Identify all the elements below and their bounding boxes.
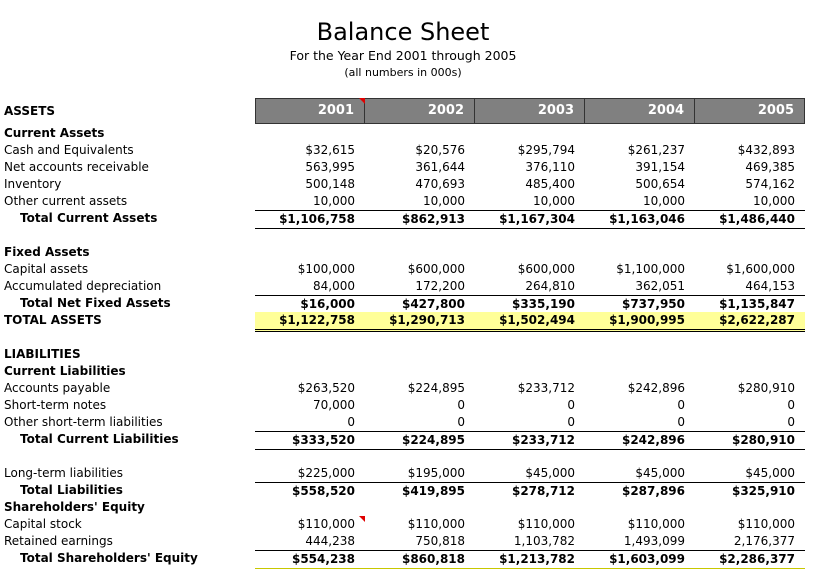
cell-2004[interactable]: 391,154 (635, 160, 685, 174)
cell-2001[interactable]: $32,615 (305, 143, 355, 157)
cell-2004[interactable]: 0 (677, 415, 685, 429)
row-label: Shareholders' Equity (4, 500, 145, 514)
cell-2003[interactable]: 0 (567, 398, 575, 412)
cell-2001[interactable]: 563,995 (305, 160, 355, 174)
units-note: (all numbers in 000s) (344, 66, 462, 79)
table-row (0, 261, 810, 278)
row-label: Other current assets (4, 194, 128, 208)
table-row (0, 125, 810, 142)
cell-2005[interactable]: $2,622,287 (695, 312, 805, 332)
cell-2002[interactable]: $862,913 (365, 210, 475, 229)
row-label: Long-term liabilities (4, 466, 123, 480)
year-header-2002[interactable]: 2002 (365, 98, 475, 124)
cell-2001[interactable]: 444,238 (305, 534, 355, 548)
cell-2004[interactable]: $242,896 (585, 431, 695, 450)
row-label: Net accounts receivable (4, 160, 149, 174)
table-row (0, 397, 810, 414)
cell-2005[interactable]: 2,176,377 (733, 534, 795, 548)
cell-2003[interactable]: $45,000 (525, 466, 575, 480)
cell-2005[interactable]: $1,135,847 (695, 295, 805, 313)
cell-2001[interactable]: $110,000 (297, 517, 355, 531)
cell-2001[interactable]: $1,106,758 (255, 210, 365, 229)
table-row (0, 465, 810, 482)
comment-indicator[interactable] (359, 98, 365, 104)
table-row (0, 244, 810, 261)
cell-2003[interactable]: $1,167,304 (475, 210, 585, 229)
row-label: Accumulated depreciation (4, 279, 162, 293)
row-label: Capital assets (4, 262, 89, 276)
cell-2002[interactable]: 10,000 (423, 194, 465, 208)
table-row (0, 176, 810, 193)
cell-2001[interactable]: $225,000 (297, 466, 355, 480)
balance-sheet-table (0, 98, 810, 567)
cell-2002[interactable]: $427,800 (365, 295, 475, 313)
cell-2004[interactable]: $737,950 (585, 295, 695, 313)
row-label: Total Net Fixed Assets (20, 296, 171, 310)
cell-2004[interactable]: $1,100,000 (616, 262, 685, 276)
row-label: LIABILITIES (4, 347, 81, 361)
cell-2001[interactable]: 10,000 (313, 194, 355, 208)
cell-2001[interactable]: $16,000 (255, 295, 365, 313)
cell-2001[interactable]: $558,520 (255, 482, 365, 500)
cell-2002[interactable]: 361,644 (415, 160, 465, 174)
table-row (0, 363, 810, 380)
row-label: Accounts payable (4, 381, 111, 395)
cell-2002[interactable]: 172,200 (415, 279, 465, 293)
header-row (0, 98, 810, 124)
row-label: Total Liabilities (20, 483, 123, 497)
cell-2005[interactable]: $45,000 (745, 466, 795, 480)
cell-2003[interactable]: $1,213,782 (475, 550, 585, 569)
cell-2005[interactable]: 0 (787, 398, 795, 412)
cell-2002[interactable]: $224,895 (407, 381, 465, 395)
cell-2005[interactable]: $110,000 (737, 517, 795, 531)
table-row (0, 380, 810, 397)
row-label: Fixed Assets (4, 245, 90, 259)
row-label: Short-term notes (4, 398, 107, 412)
cell-2003[interactable]: $233,712 (517, 381, 575, 395)
cell-2002[interactable]: 750,818 (415, 534, 465, 548)
cell-2003[interactable]: $600,000 (517, 262, 575, 276)
row-label: Current Assets (4, 126, 105, 140)
row-label: Other short-term liabilities (4, 415, 163, 429)
row-label: Total Shareholders' Equity (20, 551, 198, 565)
cell-2004[interactable]: 362,051 (635, 279, 685, 293)
sheet-title: Balance Sheet (316, 18, 490, 46)
cell-2001[interactable]: $100,000 (297, 262, 355, 276)
row-label: Total Current Liabilities (20, 432, 179, 446)
cell-2001[interactable]: 500,148 (305, 177, 355, 191)
cell-2002[interactable]: 0 (457, 398, 465, 412)
row-label: Capital stock (4, 517, 82, 531)
cell-2005[interactable]: $325,910 (695, 482, 805, 500)
cell-2003[interactable]: $295,794 (517, 143, 575, 157)
cell-2004[interactable]: $110,000 (627, 517, 685, 531)
cell-2005[interactable]: 0 (787, 415, 795, 429)
spacer-row (0, 448, 810, 465)
cell-2004[interactable]: 0 (677, 398, 685, 412)
cell-2001[interactable]: 0 (347, 415, 355, 429)
cell-2004[interactable]: 10,000 (643, 194, 685, 208)
table-row (0, 499, 810, 516)
cell-2002[interactable]: $110,000 (407, 517, 465, 531)
cell-2005[interactable]: $280,910 (737, 381, 795, 395)
cell-2005[interactable]: $432,893 (737, 143, 795, 157)
cell-2001[interactable]: 70,000 (313, 398, 355, 412)
row-label: Retained earnings (4, 534, 113, 548)
cell-2005[interactable]: 574,162 (745, 177, 795, 191)
year-header-2001[interactable]: 2001 (255, 98, 365, 124)
cell-2004[interactable]: $45,000 (635, 466, 685, 480)
row-label: TOTAL ASSETS (4, 313, 102, 327)
header-label: ASSETS (4, 104, 56, 118)
cell-2002[interactable]: $600,000 (407, 262, 465, 276)
row-label: Inventory (4, 177, 62, 191)
row-label: Current Liabilities (4, 364, 126, 378)
cell-2004[interactable]: 500,654 (635, 177, 685, 191)
cell-2004[interactable]: $1,163,046 (585, 210, 695, 229)
cell-2005[interactable]: $1,600,000 (726, 262, 795, 276)
year-header-2005[interactable]: 2005 (695, 98, 805, 124)
cell-2001[interactable]: $554,238 (255, 550, 365, 569)
year-header-2003[interactable]: 2003 (475, 98, 585, 124)
cell-2003[interactable]: $110,000 (517, 517, 575, 531)
cell-2002[interactable]: $195,000 (407, 466, 465, 480)
cell-2002[interactable]: $419,895 (365, 482, 475, 500)
cell-2003[interactable]: 1,103,782 (513, 534, 575, 548)
table-row (0, 431, 810, 448)
cell-2005[interactable]: 10,000 (753, 194, 795, 208)
row-label: Cash and Equivalents (4, 143, 134, 157)
cell-2002[interactable]: $224,895 (365, 431, 475, 450)
cell-2001[interactable]: 84,000 (313, 279, 355, 293)
cell-2003[interactable]: 10,000 (533, 194, 575, 208)
year-header-2004[interactable]: 2004 (585, 98, 695, 124)
table-row (0, 295, 810, 312)
cell-2003[interactable]: $335,190 (475, 295, 585, 313)
cell-2003[interactable]: 485,400 (525, 177, 575, 191)
cell-2001[interactable]: $1,122,758 (255, 312, 365, 332)
cell-2005[interactable]: $2,286,377 (695, 550, 805, 569)
row-label: Total Current Assets (20, 211, 158, 225)
table-row (0, 550, 810, 567)
cell-2004[interactable]: $242,896 (627, 381, 685, 395)
cell-2003[interactable]: $233,712 (475, 431, 585, 450)
table-row (0, 414, 810, 431)
cell-2004[interactable]: $1,900,995 (585, 312, 695, 332)
table-row (0, 533, 810, 550)
cell-2004[interactable]: $261,237 (627, 143, 685, 157)
spacer-row (0, 329, 810, 346)
cell-2003[interactable]: 264,810 (525, 279, 575, 293)
cell-2003[interactable]: $278,712 (475, 482, 585, 500)
table-row (0, 159, 810, 176)
cell-2002[interactable]: $860,818 (365, 550, 475, 569)
cell-2005[interactable]: $1,486,440 (695, 210, 805, 229)
cell-2002[interactable]: 470,693 (415, 177, 465, 191)
cell-2003[interactable]: 0 (567, 415, 575, 429)
sheet-subtitle: For the Year End 2001 through 2005 (289, 48, 517, 63)
cell-2003[interactable]: $1,502,494 (475, 312, 585, 332)
table-row (0, 516, 810, 533)
cell-2004[interactable]: $1,603,099 (585, 550, 695, 569)
cell-2001[interactable]: $263,520 (297, 381, 355, 395)
spacer-row (0, 227, 810, 244)
cell-2004[interactable]: $287,896 (585, 482, 695, 500)
cell-2002[interactable]: 0 (457, 415, 465, 429)
cell-2003[interactable]: 376,110 (525, 160, 575, 174)
cell-2002[interactable]: $1,290,713 (365, 312, 475, 332)
table-row (0, 482, 810, 499)
cell-2005[interactable]: 464,153 (745, 279, 795, 293)
table-row (0, 346, 810, 363)
table-row (0, 193, 810, 210)
table-row (0, 142, 810, 159)
table-row (0, 278, 810, 295)
cell-2004[interactable]: 1,493,099 (623, 534, 685, 548)
table-row (0, 312, 810, 329)
cell-2002[interactable]: $20,576 (415, 143, 465, 157)
comment-indicator[interactable] (359, 516, 365, 522)
table-row (0, 210, 810, 227)
cell-2005[interactable]: $280,910 (695, 431, 805, 450)
cell-2001[interactable]: $333,520 (255, 431, 365, 450)
cell-2005[interactable]: 469,385 (745, 160, 795, 174)
